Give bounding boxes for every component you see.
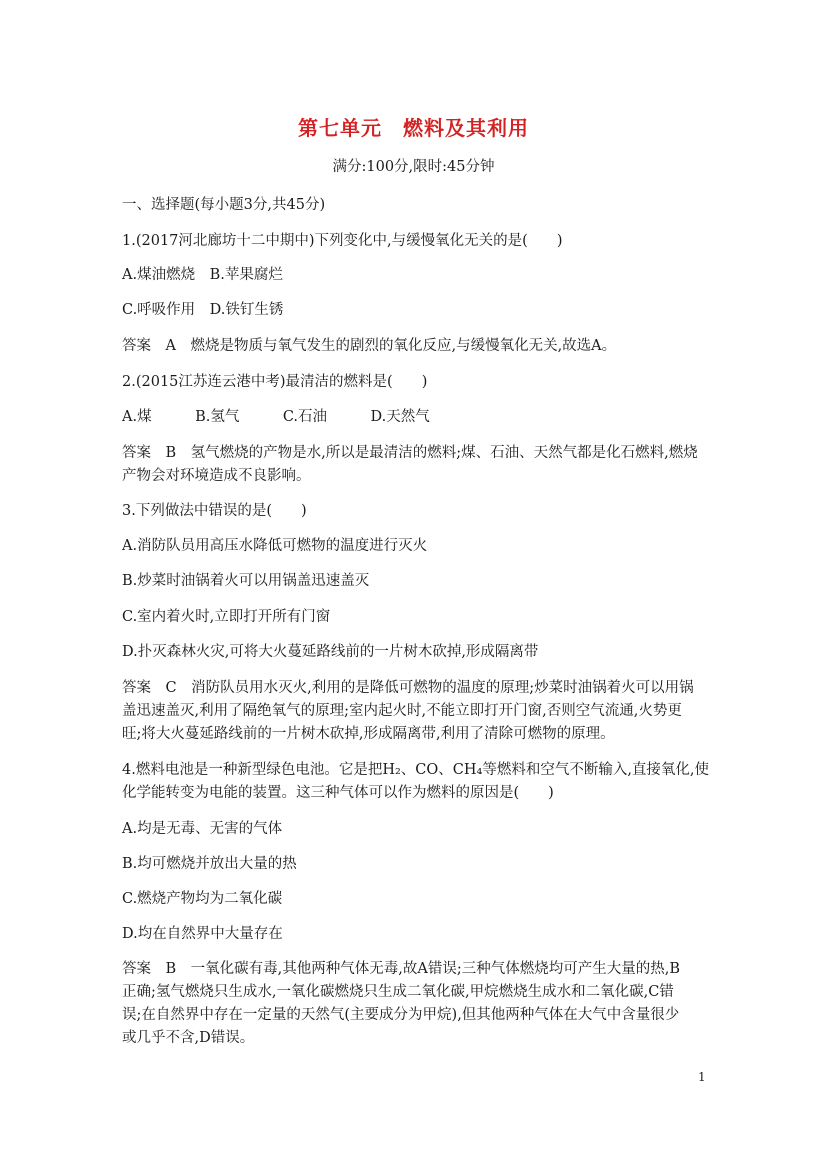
question-2-stem: 2.(2015江苏连云港中考)最清洁的燃料是( ) [122,374,428,390]
question-4-answer-line3: 误;在自然界中存在一定量的天然气(主要成分为甲烷),但其他两种气体在大气中含量很少 [122,1007,680,1023]
question-4-option-d: D.均在自然界中大量存在 [122,926,283,942]
score-time-info: 满分:100分,限时:45分钟 [332,159,495,175]
question-4-option-a: A.均是无毒、无害的气体 [122,821,283,837]
question-2-answer-line2: 产物会对环境造成不良影响。 [122,468,311,484]
question-4-stem-line1: 4.燃料电池是一种新型绿色电池。它是把H₂、CO、CH₄等燃料和空气不断输入,直接氧化,使 [122,762,710,778]
question-3-answer-line2: 盖迅速盖灭,利用了隔绝氧气的原理;室内起火时,不能立即打开门窗,否则空气流通,火势更 [122,703,682,719]
question-2-options: A.煤 B.氢气 C.石油 D.天然气 [122,409,430,425]
question-3-option-d: D.扑灭森林火灾,可将大火蔓延路线前的一片树木砍掉,形成隔离带 [122,644,539,660]
section-heading: 一、选择题(每小题3分,共45分) [122,197,326,213]
page-title: 第七单元 燃料及其利用 [298,116,529,140]
question-3-stem: 3.下列做法中错误的是( ) [122,503,307,519]
question-2-answer-line1: 答案 B 氢气燃烧的产物是水,所以是最清洁的燃料;煤、石油、天然气都是化石燃料,燃烧 [122,445,698,461]
question-4-option-b: B.均可燃烧并放出大量的热 [122,856,297,872]
page-number: 1 [698,1070,706,1084]
question-3-option-a: A.消防队员用高压水降低可燃物的温度进行灭火 [122,538,428,554]
question-1-options-cd: C.呼吸作用 D.铁钉生锈 [122,302,284,318]
question-3-option-b: B.炒菜时油锅着火可以用锅盖迅速盖灭 [122,573,370,589]
question-3-answer-line3: 旺;将大火蔓延路线前的一片树木砍掉,形成隔离带,利用了清除可燃物的原理。 [122,726,615,742]
question-1-options-ab: A.煤油燃烧 B.苹果腐烂 [122,267,283,283]
question-1-answer: 答案 A 燃烧是物质与氧气发生的剧烈的氧化反应,与缓慢氧化无关,故选A。 [122,338,617,354]
question-3-option-c: C.室内着火时,立即打开所有门窗 [122,609,331,625]
question-4-option-c: C.燃烧产物均为二氧化碳 [122,891,283,907]
question-4-stem-line2: 化学能转变为电能的装置。这三种气体可以作为燃料的原因是( ) [122,785,554,801]
question-4-answer-line2: 正确;氢气燃烧只生成水,一氧化碳燃烧只生成二氧化碳,甲烷燃烧生成水和二氧化碳,C错 [122,984,674,1000]
question-1-stem: 1.(2017河北廊坊十二中期中)下列变化中,与缓慢氧化无关的是( ) [122,233,563,249]
question-4-answer-line1: 答案 B 一氧化碳有毒,其他两种气体无毒,故A错误;三种气体燃烧均可产生大量的热,B [122,961,680,977]
question-3-answer-line1: 答案 C 消防队员用水灭火,利用的是降低可燃物的温度的原理;炒菜时油锅着火可以用锅 [122,680,694,696]
question-4-answer-line4: 或几乎不含,D错误。 [122,1030,255,1046]
